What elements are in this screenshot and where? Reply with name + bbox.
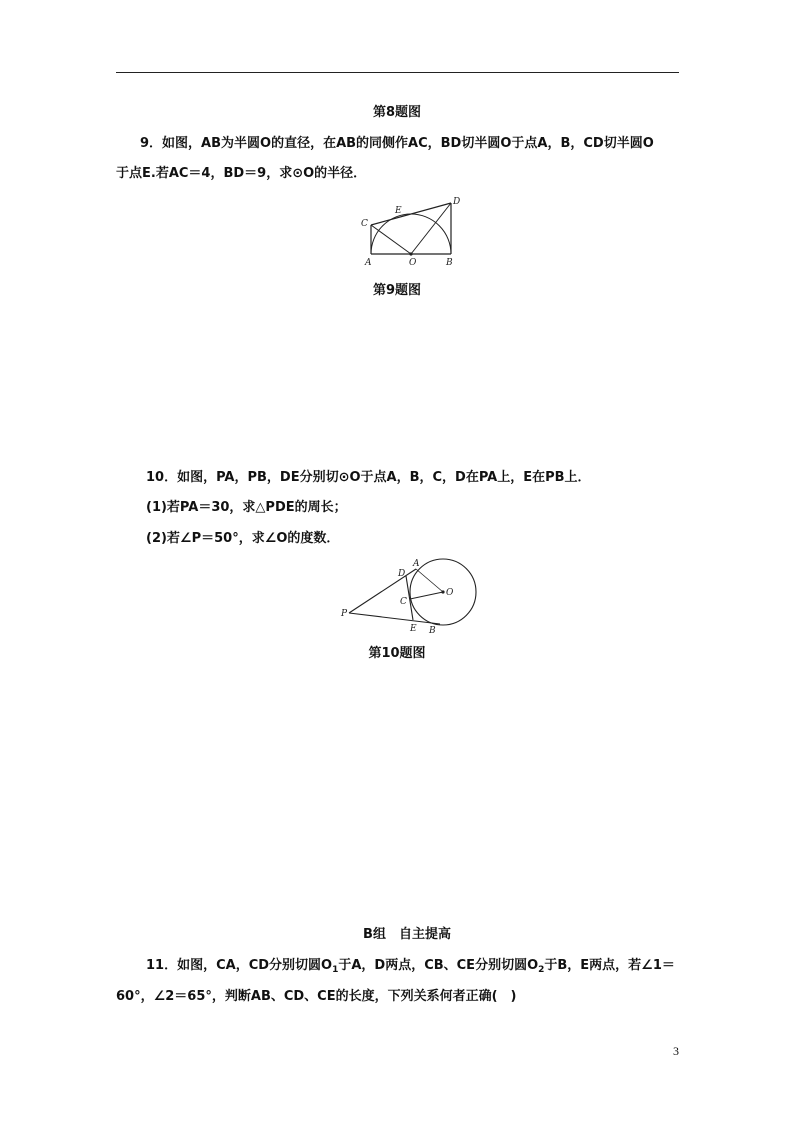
fig9-label-d: D xyxy=(453,197,461,207)
question-11-line-1 xyxy=(146,957,675,975)
fig10-label-o: O xyxy=(446,588,454,598)
fig9-label-a: A xyxy=(365,258,372,267)
question-10-line-1: 10．如图，PA，PB，DE分别切⊙O于点A，B，C，D在PA上，E在PB上． xyxy=(146,470,591,485)
figure-10-diagram xyxy=(340,555,485,637)
q11-subscript-2: 2 xyxy=(538,965,545,975)
fig10-label-p: P xyxy=(341,609,348,619)
question-9-line-1: 9．如图，AB为半圆O的直径，在AB的同侧作AC，BD切半圆O于点A，B，CD切半圆O xyxy=(140,136,654,151)
question-10-part-2: (2)若∠P＝50°，求∠O的度数． xyxy=(146,531,340,546)
fig10-label-b: B xyxy=(429,626,436,636)
fig10-label-c: C xyxy=(400,597,407,607)
figure-9-diagram xyxy=(355,195,465,267)
q11-text-a: 11．如图，CA，CD分别切圆O xyxy=(146,958,333,973)
q11-text-c: 于B，E两点，若∠1＝ xyxy=(544,958,675,973)
fig10-label-d: D xyxy=(398,569,406,579)
question-11-line-2: 60°，∠2＝65°，判断AB、CD、CE的长度，下列关系何者正确( ) xyxy=(116,989,517,1004)
q11-subscript-1: 1 xyxy=(332,965,339,975)
header-rule xyxy=(116,72,679,73)
q11-text-b: 于A，D两点，CB、CE分别切圆O xyxy=(338,958,539,973)
question-10-part-1: (1)若PA＝30，求△PDE的周长； xyxy=(146,500,347,515)
page-number: 3 xyxy=(673,1044,679,1058)
figure-9-caption: 第9题图 xyxy=(372,283,422,298)
fig10-label-a: A xyxy=(413,559,420,569)
fig10-label-e: E xyxy=(410,624,417,634)
fig9-label-c: C xyxy=(361,219,368,229)
section-b-heading: B组 自主提高 xyxy=(363,927,451,942)
question-9-line-2: 于点E.若AC＝4，BD＝9，求⊙O的半径． xyxy=(116,166,367,181)
fig9-label-b: B xyxy=(446,258,453,267)
fig9-label-e: E xyxy=(395,206,402,216)
figure-8-caption: 第8题图 xyxy=(372,105,422,120)
figure-10-caption: 第10题图 xyxy=(368,646,426,661)
fig9-label-o: O xyxy=(409,258,417,267)
